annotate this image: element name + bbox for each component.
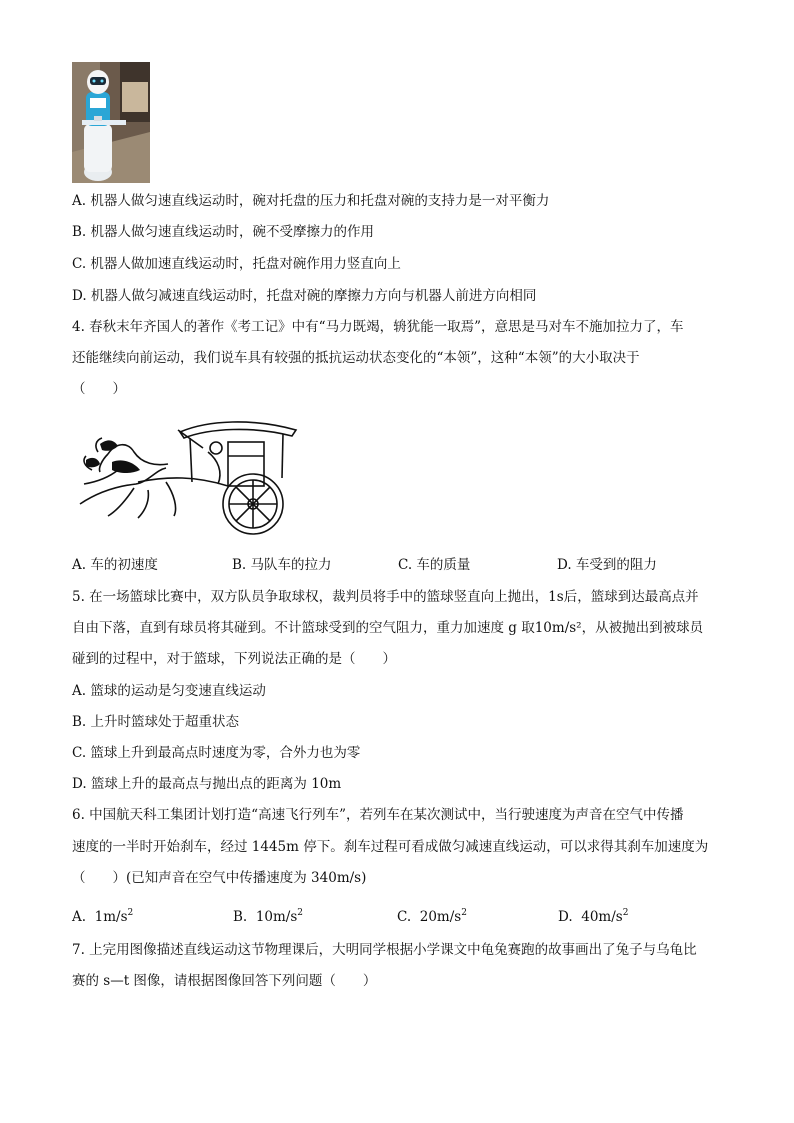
option-value: 20m/s bbox=[419, 909, 462, 925]
option-letter: C. bbox=[397, 909, 412, 925]
q3-option-d[interactable]: D. 机器人做匀减速直线运动时，托盘对碗的摩擦力方向与机器人前进方向相同 bbox=[72, 288, 537, 304]
q5-option-b[interactable]: B. 上升时篮球处于超重状态 bbox=[72, 714, 240, 730]
option-letter: B. bbox=[233, 909, 248, 925]
exponent: 2 bbox=[622, 908, 629, 918]
q3-option-b[interactable]: B. 机器人做匀速直线运动时，碗不受摩擦力的作用 bbox=[72, 224, 375, 240]
option-value: 40m/s bbox=[581, 909, 623, 925]
option-value: 10m/s bbox=[255, 909, 298, 925]
q4-stem-line3: （ ） bbox=[72, 381, 126, 397]
q3-option-a[interactable]: A. 机器人做匀速直线运动时，碗对托盘的压力和托盘对碗的支持力是一对平衡力 bbox=[72, 193, 550, 209]
q7-stem-line2: 赛的 s—t 图像，请根据图像回答下列问题（ ） bbox=[72, 973, 377, 989]
q5-option-a[interactable]: A. 篮球的运动是匀变速直线运动 bbox=[72, 683, 266, 699]
q4-option-d[interactable]: D. 车受到的阻力 bbox=[557, 557, 657, 573]
exponent: 2 bbox=[461, 908, 467, 918]
q6-option-d[interactable] bbox=[558, 904, 628, 926]
option-letter: A. bbox=[72, 909, 87, 925]
q4-stem-line2: 还能继续向前运动，我们说车具有较强的抵抗运动状态变化的“本领”，这种“本领”的大小取决于 bbox=[72, 350, 640, 366]
q4-option-b[interactable]: B. 马队车的拉力 bbox=[232, 557, 332, 573]
q4-option-a[interactable]: A. 车的初速度 bbox=[72, 557, 158, 573]
option-value: 1m/s bbox=[94, 909, 128, 925]
q6-stem-line1: 6. 中国航天科工集团计划打造“高速飞行列车”，若列车在某次测试中，当行驶速度为声音在空气中传播 bbox=[72, 807, 684, 823]
exponent: 2 bbox=[297, 908, 304, 918]
q5-option-d[interactable]: D. 篮球上升的最高点与抛出点的距离为 10m bbox=[72, 776, 342, 792]
q4-stem-line1: 4. 春秋末年齐国人的著作《考工记》中有“马力既竭，辀犹能一取焉”，意思是马对车不施加拉力了，车 bbox=[72, 319, 684, 335]
q6-option-a[interactable] bbox=[72, 904, 133, 926]
q6-stem-line2: 速度的一半时开始刹车，经过 1445m 停下。刹车过程可看成做匀减速直线运动，可以求得其刹车加速度为 bbox=[72, 839, 709, 855]
q3-option-c[interactable]: C. 机器人做加速直线运动时，托盘对碗作用力竖直向上 bbox=[72, 256, 401, 272]
q6-option-c[interactable] bbox=[397, 904, 467, 926]
q5-stem-line3: 碰到的过程中，对于篮球，下列说法正确的是（ ） bbox=[72, 651, 396, 667]
q5-option-c[interactable]: C. 篮球上升到最高点时速度为零，合外力也为零 bbox=[72, 745, 361, 761]
q7-stem-line1: 7. 上完用图像描述直线运动这节物理课后，大明同学根据小学课文中龟兔赛跑的故事画出了兔子与乌龟比 bbox=[72, 942, 697, 958]
robot-waiter-photo bbox=[72, 62, 150, 183]
exponent: 2 bbox=[127, 908, 134, 918]
q5-stem-line1: 5. 在一场篮球比赛中，双方队员争取球权，裁判员将手中的篮球竖直向上抛出，1s后，篮球到达最高点并 bbox=[72, 589, 699, 605]
q4-option-c[interactable]: C. 车的质量 bbox=[398, 557, 471, 573]
option-letter: D. bbox=[558, 909, 573, 925]
q6-stem-line3: （ ）(已知声音在空气中传播速度为 340m/s) bbox=[72, 870, 367, 886]
ancient-chariot-illustration bbox=[78, 412, 298, 536]
q5-stem-line2: 自由下落，直到有球员将其碰到。不计篮球受到的空气阻力，重力加速度 g 取10m/s²，从被抛出到被球员 bbox=[72, 620, 704, 636]
q6-option-b[interactable] bbox=[233, 904, 303, 926]
